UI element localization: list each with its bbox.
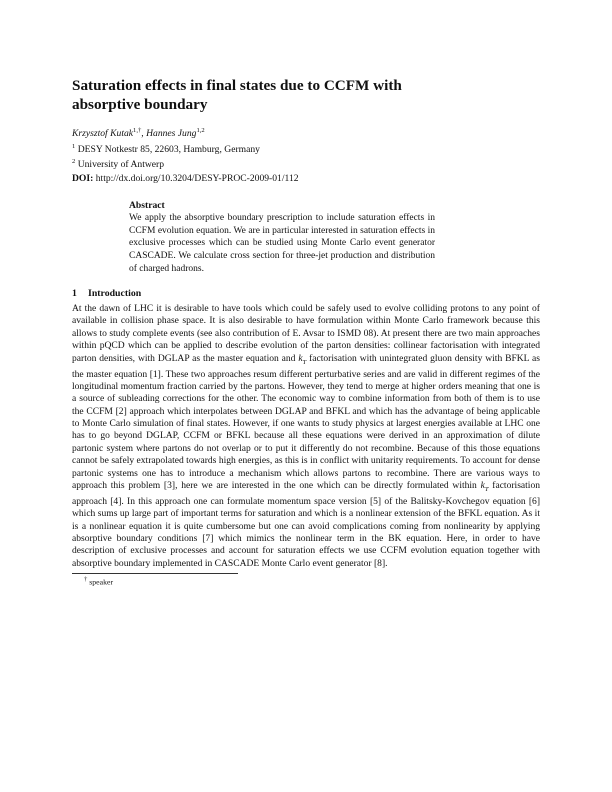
body-paragraph (72, 303, 540, 570)
body-text: factorisation with unintegrated gluon density with BFKL as the master equation [1]. These two approaches resum different perturbative series and are valid in different regimes of the longitudinal momentum fraction carried by the partons. However, they tend to merge at higher orders meaning that one is a source of subleading corrections for the other. The economic way to combine information from both of them is to use the CCFM [2] approach which interpolates between DGLAP and BFKL and which has the advantage of being applicable to Monte Carlo simulation of final states. However, if one wants to study physics at largest energies available at LHC one has to go beyond DGLAP, CCFM or BFKL because all these equations were derived in an approximation of dilute partonic system where partons do not overlap or to put it differently do not recombine. Because of this those equations cannot be safely extrapolated towards high energies, as this is in conflict with unitarity requirements. To account for dense partonic systems one has to introduce a mechanism which allows partons to recombine. There are various ways to approach this problem [3], here we are interested in the one which can be directly formulated within (72, 352, 540, 491)
author-affiliation-mark: 1,2 (196, 127, 205, 134)
section-heading (72, 288, 540, 299)
affiliation (72, 141, 540, 157)
affiliation-mark: 1 (72, 142, 76, 150)
kt-symbol: k (480, 479, 485, 491)
footnote-mark: † (84, 576, 88, 584)
author-footnote-mark: † (138, 127, 142, 134)
body-text: factorisation approach [4]. In this approach one can formulate momentum space version [5] of the Balitsky-Kovchegov equation [6] which sums up large part of important terms for saturation and which is a nonlinear extension of the BFKL equation. As it is a nonlinear equation it is quite cumbersome but one can avoid complications coming from nonlinearity by applying absorptive boundary conditions [7] which mimics the nonlinear term in the BK equation. Here, in order to have description of exclusive processes and account for saturation effects we use CCFM evolution equation together with absorptive boundary implemented in CASCADE Monte Carlo event generator [8]. (72, 479, 540, 569)
paper-title: Saturation effects in final states due to CCFM with absorptive boundary (72, 77, 402, 113)
abstract (129, 200, 435, 276)
doi-label: DOI: (72, 173, 94, 185)
body-text: At the dawn of LHC it is desirable to have tools which could be safely used to evolve colliding protons to any point of available in collision phase space. It is also desirable to have formulation within Monte Carlo framework because this allows to study complete events (see also contribution of E. Avsar to ISMD 08). At present there are two main approaches within pQCD which can be applied to describe evolution of the parton densities: collinear factorisation with integrated parton densities, with DGLAP as the master equation and (72, 303, 540, 364)
abstract-heading: Abstract (129, 199, 165, 211)
kt-subscript: T (302, 358, 307, 366)
kt-symbol: k (298, 352, 303, 364)
section-number: 1 (72, 288, 77, 300)
author-affiliation-mark: 1, (133, 127, 138, 134)
author-name: Hannes Jung (146, 128, 197, 140)
abstract-text: We apply the absorptive boundary prescription to include saturation effects in CCFM evolution equation. We are in particular interested in saturation effects in exclusive processes which can be studied using Monte Carlo event generator CASCADE. We calculate cross section for three-jet production and distribution of charged hadrons. (129, 213, 435, 274)
kt-subscript: T (484, 485, 489, 493)
author-name: Krzysztof Kutak (72, 128, 134, 140)
affiliation-text: DESY Notkestr 85, 22603, Hamburg, Germany (77, 143, 260, 155)
doi-link[interactable]: http://dx.doi.org/10.3204/DESY-PROC-2009-01/112 (95, 173, 299, 185)
doi-line (72, 173, 540, 186)
affiliation-text: University of Antwerp (77, 159, 165, 171)
footnote (84, 575, 540, 588)
section-title: Introduction (88, 288, 142, 300)
footnote-divider (72, 573, 238, 574)
footnote-text: speaker (89, 577, 114, 587)
author-list: Krzysztof Kutak$^{1,\dagger}$, Hannes Jung$^{1,2}$ (72, 127, 205, 140)
paper-page (72, 76, 540, 588)
affiliation (72, 156, 540, 172)
affiliation-mark: 2 (72, 158, 76, 166)
